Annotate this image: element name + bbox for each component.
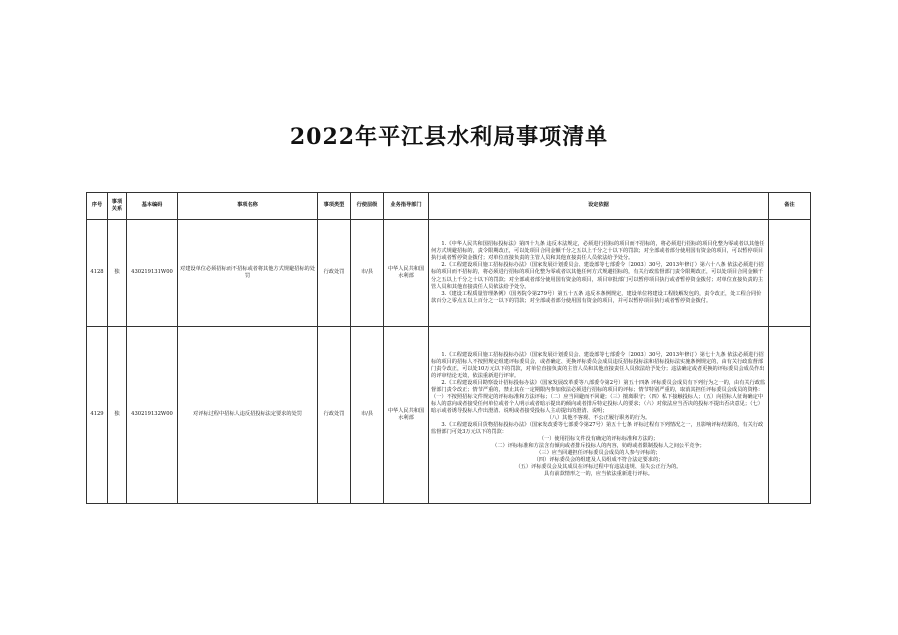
cell-seq: 4128 <box>87 220 108 327</box>
basis-paragraph: （一）使用招标文件没有确定的评标标准和方法的； <box>538 436 659 443</box>
cell-remark <box>769 220 811 327</box>
cell-level: 市/县 <box>351 327 384 504</box>
cell-seq: 4129 <box>87 327 108 504</box>
header-relation: 事项关系 <box>108 193 127 220</box>
cell-relation: 独 <box>108 220 127 327</box>
cell-level: 市/县 <box>351 220 384 327</box>
cell-name: 对建设单位必须招标而不招标或者将其他方式规避招标的处罚 <box>178 220 318 327</box>
cell-name: 对评标过程中招标人违反招投标法定要求的处罚 <box>178 327 318 504</box>
header-row <box>87 193 811 220</box>
header-remark: 备注 <box>769 193 811 220</box>
cell-code: 430219131W00 <box>127 220 178 327</box>
header-level: 行使层级 <box>351 193 384 220</box>
header-name: 事项名称 <box>178 193 318 220</box>
cell-code: 430219132W00 <box>127 327 178 504</box>
basis-paragraph: 2.《工程建设项目勘察设计招标投标办法》（国家发展改革委等八部委令第2号）第五十四条 评标委员会成员有下列行为之一的，由有关行政监督部门责令改正；情节严重的，禁止其在一定期限内参加依法必须进行招标的项目的评标；情节特别严重的，取消其担任评标委员会成员的资格：（一）不按照招标文件规定的评标标准和方法评标；（二）应当回避而不回避；（三）擅离职守；（四）私下接触投标人；（五）向招标人征询确定中标人的意向或者接受任何单位或者个人明示或者暗示提出的倾向或者排斥特定投标人的要求；（六）对依法应当否决的投标不提出否决意见；（七）暗示或者诱导投标人作出澄清、说明或者接受投标人主动提出的澄清、说明； <box>431 379 766 414</box>
basis-paragraph: （三）应当回避担任评标委员会成员的人参与评标的； <box>536 450 661 457</box>
cell-relation: 独 <box>108 327 127 504</box>
basis-paragraph: 2.《工程建设项目施工招标投标办法》（国家发展计划委员会、建设部等七部委令〔2003〕30号，2013年修订）第六十八条 依法必须进行招标的项目而不招标的，将必须进行招标的项目化整为零或者以其他任何方式规避招标的，有关行政监督部门责令限期改正，可以处项目合同金额千分之五以上千分之十以下的罚款；对全部或者部分使用国有资金的项目，项目审批部门可以暂停项目执行或者暂停资金拨付；对单位直接负责的主管人员和其他直接责任人员依法给予处分。 <box>431 262 764 290</box>
basis-paragraph: 1.《中华人民共和国招标投标法》第四十九条 违反本法规定，必须进行招标的项目而不招标的，将必须进行招标的项目化整为零或者以其他任何方式规避招标的，责令限期改正，可以处项目合同金额千分之五以上千分之十以下的罚款；对全部或者部分使用国有资金的项目，可以暂停项目执行或者暂停资金拨付；对单位直接负责的主管人员和其他直接责任人员依法给予处分。 <box>431 241 765 262</box>
cell-basis <box>429 327 769 504</box>
basis-paragraph: （二）评标标准和方法含有倾向或者排斥投标人的内容，妨碍或者限制投标人之间公平竞争； <box>492 443 705 450</box>
cell-type: 行政处罚 <box>318 220 351 327</box>
cell-dept: 中华人民共和国水利部 <box>384 327 429 504</box>
page-title: 2022年平江县水利局事项清单 <box>289 124 609 150</box>
header-basis: 设定依据 <box>429 193 769 220</box>
basis-paragraph: 3.《工程建设项目货物招标投标办法》（国家发改委等七部委令第27号）第五十七条 评标过程有下列情况之一，且影响评标结果的，有关行政监督部门可处3万元以下的罚款： <box>431 422 764 436</box>
header-dept: 业务指导部门 <box>384 193 429 220</box>
cell-dept: 中华人民共和国水利部 <box>384 220 429 327</box>
cell-remark <box>769 327 811 504</box>
basis-paragraph: （四）评标委员会的组建及人员组成不符合法定要求的； <box>533 457 664 464</box>
table-row <box>87 220 811 327</box>
table-row <box>87 327 811 504</box>
basis-paragraph: 具有前款情形之一的，应当依法重新进行评标。 <box>544 471 653 478</box>
cell-basis <box>429 220 769 327</box>
basis-paragraph: （五）评标委员会及其成员在评标过程中有违法违规、显失公正行为的。 <box>515 464 682 471</box>
matters-table <box>86 192 811 504</box>
cell-type: 行政处罚 <box>318 327 351 504</box>
basis-paragraph: （八）其他不客观、不公正履行职务的行为。 <box>546 415 651 421</box>
header-seq: 序号 <box>87 193 108 220</box>
header-code: 基本编码 <box>127 193 178 220</box>
basis-paragraph: 1.《工程建设项目施工招标投标办法》（国家发展计划委员会、建设部等七部委令〔2003〕30号，2013年修订）第七十九条 依法必须进行招标的项目的招标人不按照规定组建评标委员会，或者确定、更换评标委员会成员违反招标投标法和招标投标法实施条例规定的，由有关行政监督部门责令改正，可以处10万元以下的罚款，对单位直接负责的主管人员和其他直接责任人员依法给予处分；违法确定或者更换的评标委员会成员作出的评审结论无效，依法重新进行评审。 <box>431 351 765 379</box>
header-type: 事项类型 <box>318 193 351 220</box>
basis-paragraph: 3.《建设工程质量管理条例》（国务院令第279号）第五十五条 违反本条例规定，建设单位将建设工程肢解发包的，责令改正，处工程合同价款百分之零点五以上百分之一以下的罚款；对全部或者部分使用国有资金的项目，并可以暂停项目执行或者暂停资金拨付。 <box>431 290 762 304</box>
